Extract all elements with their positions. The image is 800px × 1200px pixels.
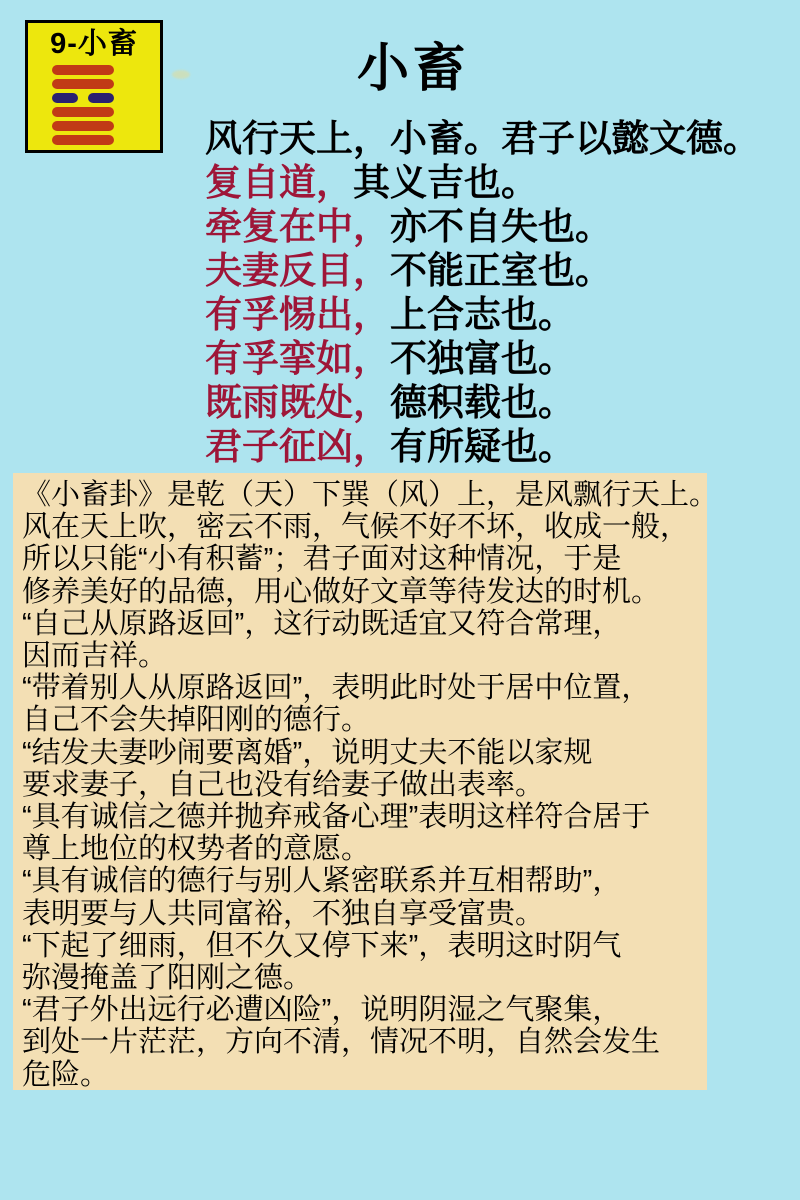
- explanation-line: 表明要与人共同富裕，不独自享受富贵。: [22, 897, 545, 930]
- verse-intro: 风行天上，小畜。君子以懿文德。: [205, 119, 760, 160]
- verse-line-black: 亦不自失也。: [390, 207, 612, 248]
- verse-line-black: 不独富也。: [390, 339, 575, 380]
- verse-line: [205, 206, 760, 250]
- hexagram-badge-label: 9-小畜: [50, 28, 138, 60]
- explanation-line: 尊上地位的权势者的意愿。: [22, 833, 371, 866]
- hexagram-line-top-6: [52, 135, 114, 145]
- verse-line-black: 其义吉也。: [353, 163, 538, 204]
- verse-line: [205, 382, 760, 426]
- explanation-line: 《小畜卦》是乾（天）下巽（风）上，是风飘行天上。: [22, 479, 719, 511]
- explanation-line: 修养美好的品德，用心做好文章等待发达的时机。: [22, 575, 661, 608]
- verse-line: [205, 294, 760, 338]
- verse-line-red: 牵复在中，: [205, 207, 390, 248]
- explanation-line: “下起了细雨，但不久又停下来”，表明这时阴气: [22, 929, 622, 962]
- explanation-line: 危险。: [22, 1058, 110, 1091]
- verse-line: [205, 162, 760, 206]
- explanation-line: 要求妻子，自己也没有给妻子做出表率。: [22, 768, 545, 801]
- explanation-line: 自己不会失掉阳刚的德行。: [22, 704, 371, 737]
- verse-block: [205, 118, 760, 470]
- hexagram-line-top-4: [52, 107, 114, 117]
- verse-line-black: 上合志也。: [390, 295, 575, 336]
- page-title: 小畜: [356, 41, 469, 98]
- explanation-line: “带着别人从原路返回”，表明此时处于居中位置，: [22, 672, 651, 705]
- verse-line-black: 德积载也。: [390, 383, 575, 424]
- verse-line-black: 有所疑也。: [390, 427, 575, 468]
- explanation-line: 到处一片茫茫，方向不清，情况不明，自然会发生: [22, 1026, 661, 1059]
- explanation-box: [13, 473, 719, 1091]
- explanation-line: 弥漫掩盖了阳刚之德。: [22, 962, 313, 995]
- explanation-line: 风在天上吹，密云不雨，气候不好不坏，收成一般，: [22, 511, 690, 544]
- verse-line-red: 有孚惕出，: [205, 295, 390, 336]
- explanation-line: 因而吉祥。: [22, 640, 168, 673]
- verse-line-red: 复自道，: [205, 163, 353, 204]
- hexagram-line-top-5: [52, 121, 114, 131]
- explanation-line: “结发夫妻吵闹要离婚”，说明丈夫不能以家规: [22, 736, 593, 769]
- explanation-line: “具有诚信之德并抛弃戒备心理”表明这样符合居于: [22, 801, 651, 834]
- verse-line: [205, 426, 760, 470]
- explanation-line: 所以只能“小有积蓄”；君子面对这种情况，于是: [22, 543, 622, 576]
- explanation-line: “自己从原路返回”，这行动既适宜又符合常理，: [22, 607, 622, 640]
- verse-line-red: 夫妻反目，: [205, 251, 390, 292]
- verse-line: [205, 250, 760, 294]
- verse-line: [205, 338, 760, 382]
- verse-line-red: 既雨既处，: [205, 383, 390, 424]
- explanation-line: “具有诚信的德行与别人紧密联系并互相帮助”，: [22, 865, 622, 898]
- explanation-line: “君子外出远行必遭凶险”，说明阴湿之气聚集，: [22, 994, 622, 1027]
- verse-line-black: 不能正室也。: [390, 251, 612, 292]
- verse-line-red: 有孚挛如，: [205, 339, 390, 380]
- verse-line-red: 君子征凶，: [205, 427, 390, 468]
